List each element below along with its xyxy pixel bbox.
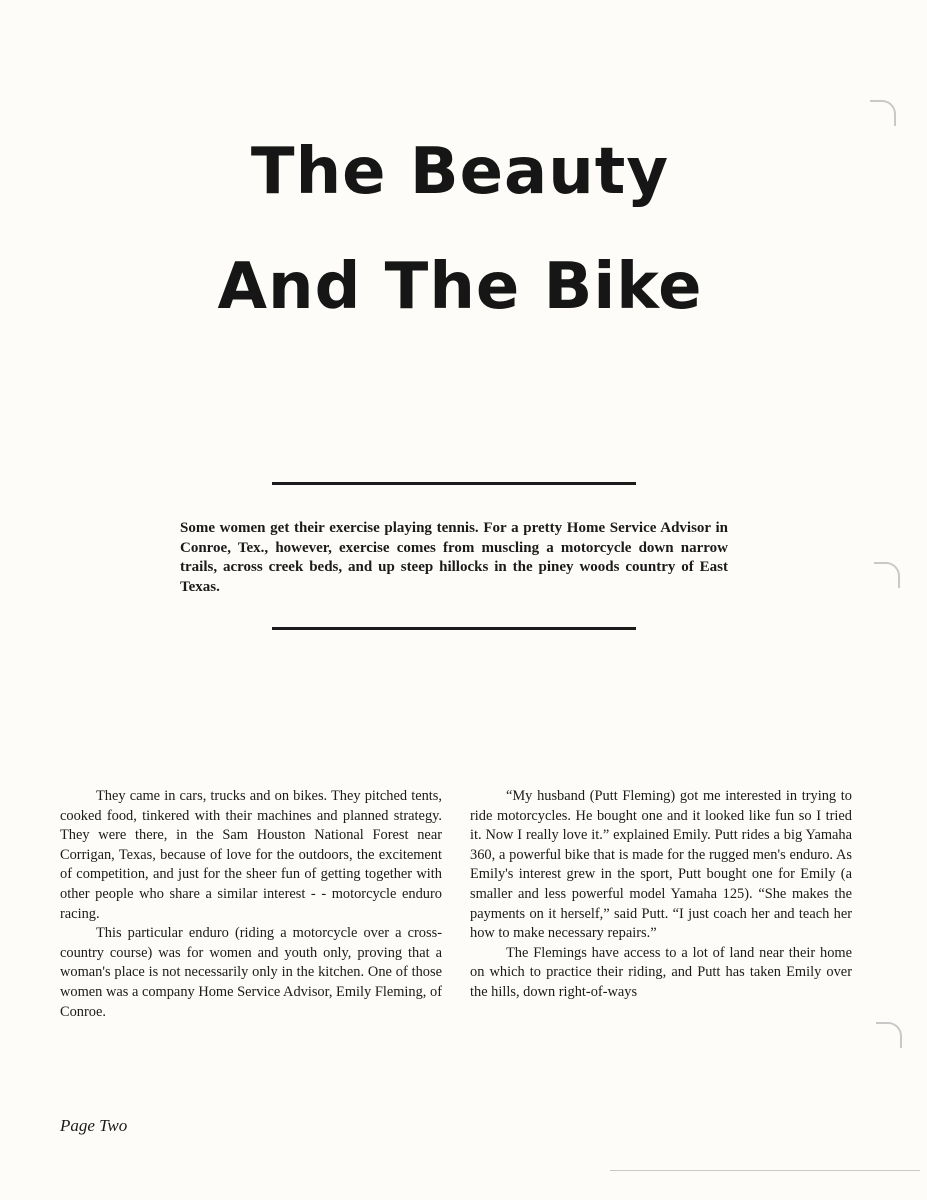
right-paragraph-1: “My husband (Putt Fleming) got me interested in trying to ride motorcycles. He bought one and it looked like fun so I tried it. Now I really love it.” explained Emily. Putt rides a big Yamaha 360, a powerful bike that is made for the rugged men's enduro. As Emily's interest grew in the sport, Putt bought one for Emily (a smaller and less powerful model Yamaha 125). “She makes the payments on it herself,” said Putt. “I just coach her and teach her how to make necessary repairs.” bbox=[470, 788, 852, 942]
intro-paragraph: Some women get their exercise playing tennis. For a pretty Home Service Advisor in Conroe, Tex., however, exercise comes from muscling a motorcycle down narrow trails, across creek beds, and up steep hillocks in the piney woods country of East Texas. bbox=[180, 520, 728, 595]
article-title-line-2: And The Bike bbox=[217, 250, 703, 324]
binder-hole-mark bbox=[876, 1022, 902, 1048]
divider-bottom bbox=[272, 627, 636, 630]
scan-edge-line bbox=[610, 1170, 920, 1171]
page-number-label: Page Two bbox=[60, 1116, 128, 1135]
left-paragraph-1: They came in cars, trucks and on bikes. They pitched tents, cooked food, tinkered with their machines and planned strategy. They were there, in the Sam Houston National Forest near Corrigan, Texas, because of love for the outdoors, the excitement of competition, and just for the sheer fun of getting together with other people who share a similar interest - - motorcycle enduro racing. bbox=[60, 788, 442, 922]
left-paragraph-2: This particular enduro (riding a motorcycle over a cross-country course) was for women and youth only, proving that a woman's place is not necessarily only in the kitchen. One of those women was a company Home Service Advisor, Emily Fleming, of Conroe. bbox=[60, 925, 442, 1020]
article-title-line-1: The Beauty bbox=[250, 135, 670, 209]
binder-hole-mark bbox=[874, 562, 900, 588]
right-column bbox=[470, 787, 852, 1003]
binder-hole-mark bbox=[870, 100, 896, 126]
right-paragraph-2: The Flemings have access to a lot of land near their home on which to practice their riding, and Putt has taken Emily over the hills, down right-of-ways bbox=[470, 944, 852, 1000]
divider-top bbox=[272, 482, 636, 485]
left-column bbox=[60, 787, 442, 1022]
